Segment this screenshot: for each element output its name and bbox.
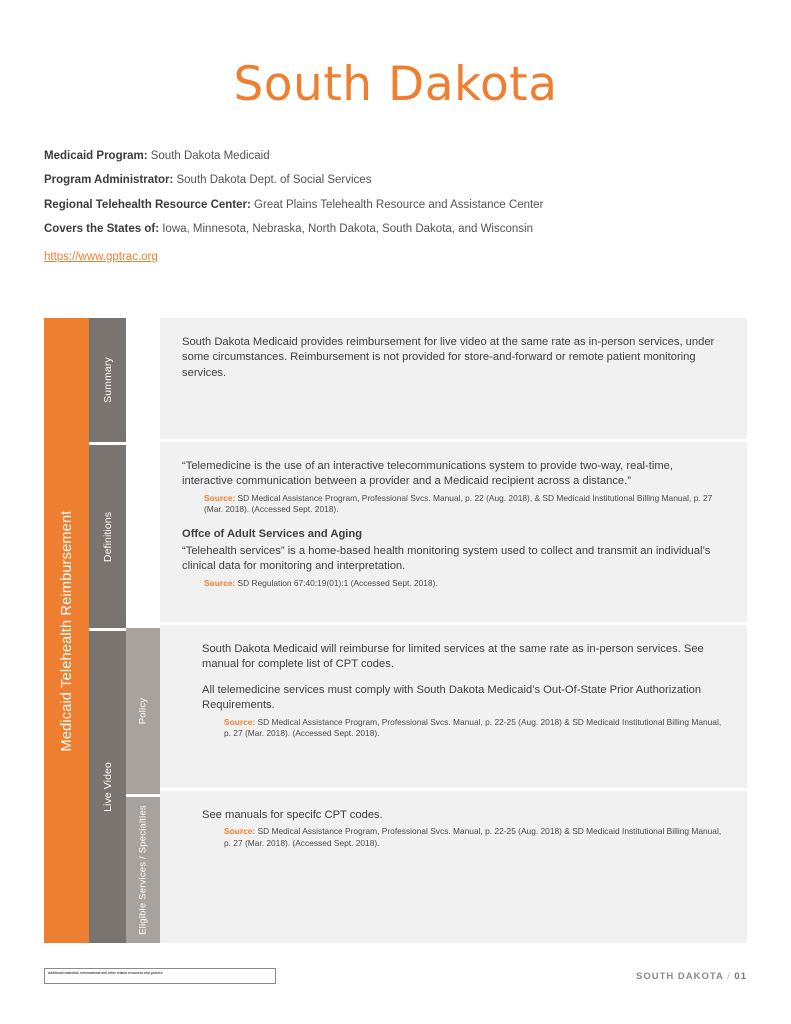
meta-label: Regional Telehealth Resource Center: — [44, 198, 251, 211]
footer-separator: / — [727, 971, 731, 982]
source-label: Source: — [204, 492, 236, 503]
subcategory-eligible-services — [126, 797, 160, 943]
footer-page-indicator — [636, 971, 747, 982]
page-title: South Dakota — [233, 57, 558, 112]
definition-heading: Offce of Adult Services and Aging — [182, 528, 363, 541]
category-live-video — [89, 631, 126, 943]
meta-row — [44, 174, 744, 188]
source-label: Source: — [204, 577, 236, 588]
reimbursement-table — [44, 318, 747, 943]
source-text: SD Regulation 67:40:19(01):1 (Accessed Sept. 2018). — [235, 577, 438, 588]
policy-cell — [160, 625, 747, 791]
category-column — [89, 318, 126, 943]
meta-label: Covers the States of: — [44, 222, 160, 235]
meta-row — [44, 223, 744, 237]
definition-source-2 — [204, 578, 725, 589]
meta-value: South Dakota Medicaid — [147, 150, 270, 162]
category-summary — [89, 318, 126, 445]
category-label: Live Video — [101, 762, 114, 812]
category-definitions — [89, 445, 126, 631]
meta-label: Medicaid Program: — [44, 150, 148, 162]
policy-text-1: South Dakota Medicaid will reimburse for limited services at the same rate as in-person services. See manual for complete list of CPT codes. — [202, 643, 704, 671]
meta-row — [44, 150, 744, 164]
source-label: Source: — [224, 826, 256, 837]
source-label: Source: — [224, 716, 256, 727]
category-label: Definitions — [101, 511, 114, 562]
subcategory-label: Policy — [137, 697, 149, 725]
meta-value: South Dakota Dept. of Social Services — [173, 174, 372, 187]
subcategory-policy — [126, 628, 160, 797]
content-column — [160, 318, 747, 943]
definition-source-1 — [204, 493, 725, 516]
source-text: SD Medical Assistance Program, Professional Svcs. Manual, p. 22 (Aug. 2018), & SD Medicaid Institutional Billing Manual, p. 27 (Mar. 2018). (Accessed Sept. 2018). — [204, 492, 713, 515]
subcategory-spacer — [126, 318, 160, 628]
source-text: SD Medical Assistance Program, Professional Svcs. Manual, p. 22-25 (Aug. 2018) & SD Medicaid Institutional Billing Manual, p. 27 (Mar. 2018). (Accessed Sept. 2018). — [224, 716, 722, 739]
trc-website-link[interactable]: https://www.gptrac.org — [44, 251, 158, 264]
summary-text: South Dakota Medicaid provides reimbursement for live video at the same rate as in-person services, under some circumstances. Reimbursement is not provided for store-and-forward or remote patient monitoring services. — [182, 336, 715, 379]
source-text: SD Medical Assistance Program, Professional Svcs. Manual, p. 22-25 (Aug. 2018) & SD Medicaid Institutional Billing Manual, p. 27 (Mar. 2018). (Accessed Sept. 2018). — [224, 826, 722, 848]
meta-row — [44, 199, 744, 213]
meta-value: Iowa, Minnesota, Nebraska, North Dakota, South Dakota, and Wisconsin — [159, 222, 533, 235]
category-label: Summary — [101, 357, 114, 403]
definition-quote: “Telemedicine is the use of an interactive telecommunications system to provide two-way, real-time, interactive communication between a provider and a Medicaid recipient across a distance.” — [182, 460, 674, 488]
policy-text-2: All telemedicine services must comply with South Dakota Medicaid’s Out-Of-State Prior Authorization Requirements. — [202, 683, 702, 712]
eligible-text: See manuals for specifc CPT codes. — [202, 809, 383, 821]
meta-block — [44, 150, 744, 265]
table-side-bar — [44, 318, 89, 943]
subcategory-column — [126, 318, 160, 943]
eligible-services-cell — [160, 791, 747, 943]
eligible-source — [224, 826, 725, 849]
policy-source — [224, 717, 725, 740]
summary-cell — [160, 318, 747, 442]
footer-state-name: SOUTH DAKOTA — [636, 971, 724, 982]
subcategory-label: Eligible Services / Specialties — [137, 805, 149, 935]
definition-text-2: “Telehealth services” is a home-based health monitoring system used to collect and transmit an individual’s clinical data for monitoring and interpretation. — [182, 544, 711, 573]
footer-note-text: Additional materials, informational and other related resources and policies — [48, 971, 163, 975]
table-side-label: Medicaid Telehealth Reimbursement — [58, 510, 75, 751]
footer-note-box — [44, 968, 276, 984]
definitions-cell — [160, 442, 747, 625]
meta-label: Program Administrator: — [44, 174, 174, 187]
meta-value: Great Plains Telehealth Resource and Assistance Center — [250, 198, 544, 211]
footer-page-number: 01 — [734, 971, 747, 982]
